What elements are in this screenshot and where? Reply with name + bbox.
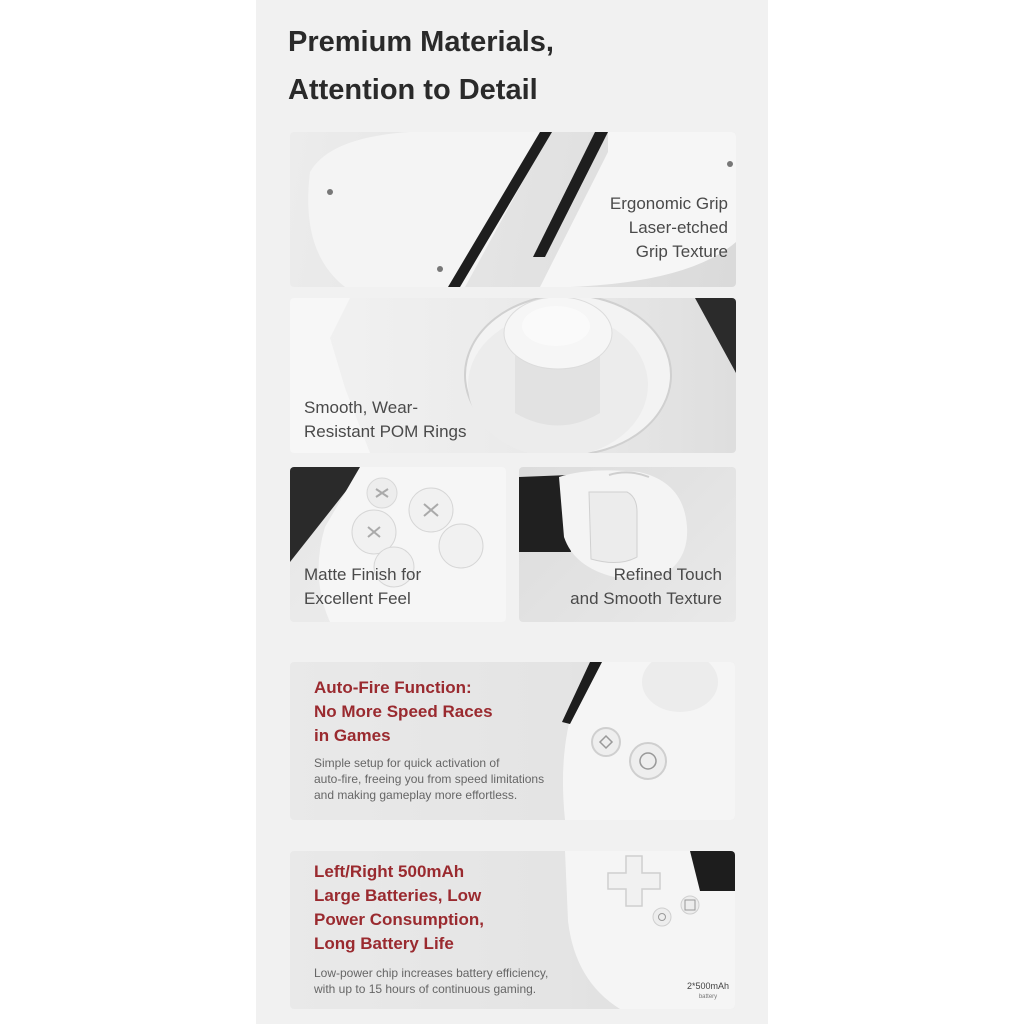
grip-caption-line-1: Ergonomic Grip xyxy=(609,194,728,213)
auto-fire-description-line-1: Simple setup for quick activation of xyxy=(314,756,500,770)
matte-buttons-caption xyxy=(304,563,421,611)
matte-buttons-panel xyxy=(290,467,506,622)
auto-fire-title-line-2: No More Speed Races xyxy=(314,702,493,721)
auto-fire-description-line-3: and making gameplay more effortless. xyxy=(314,788,518,802)
grip-caption-line-2: Laser-etched xyxy=(628,218,728,237)
auto-fire-title-line-3: in Games xyxy=(314,726,391,745)
matte-buttons-caption-line-1: Matte Finish for xyxy=(304,565,422,584)
page-title xyxy=(288,18,728,114)
battery-capacity-sub: battery xyxy=(698,994,718,1000)
battery-description-line-1: Low-power chip increases battery efficiency, xyxy=(314,966,549,980)
grip-caption-line-3: Grip Texture xyxy=(635,242,728,261)
grip-caption xyxy=(610,192,728,264)
battery-title-line-4: Long Battery Life xyxy=(314,934,454,953)
pom-ring-caption-line-1: Smooth, Wear- xyxy=(304,398,419,417)
matte-buttons-caption-line-2: Excellent Feel xyxy=(304,589,411,608)
pom-ring-caption-line-2: Resistant POM Rings xyxy=(304,422,467,441)
battery-title-line-1: Left/Right 500mAh xyxy=(314,862,465,881)
auto-fire-description xyxy=(314,755,564,803)
trigger-caption-line-2: and Smooth Texture xyxy=(570,589,722,608)
battery-title xyxy=(314,860,484,956)
battery-capacity-value: 2*500mAh xyxy=(686,981,729,991)
trigger-panel xyxy=(519,467,736,622)
battery-description xyxy=(314,965,564,997)
battery-title-line-2: Large Batteries, Low xyxy=(314,886,482,905)
auto-fire-title xyxy=(314,676,493,748)
page-title-line-2: Attention to Detail xyxy=(288,74,538,106)
battery-title-line-3: Power Consumption, xyxy=(314,910,484,929)
trigger-caption-line-1: Refined Touch xyxy=(613,565,722,584)
auto-fire-title-line-1: Auto-Fire Function: xyxy=(314,678,472,697)
pom-ring-caption xyxy=(304,396,467,444)
battery-description-line-2: with up to 15 hours of continuous gaming. xyxy=(314,982,537,996)
auto-fire-description-line-2: auto-fire, freeing you from speed limitations xyxy=(314,772,545,786)
trigger-caption xyxy=(570,563,722,611)
page-title-line-1: Premium Materials, xyxy=(288,26,554,58)
pom-ring-panel xyxy=(290,298,736,453)
battery-capacity-label xyxy=(687,981,729,1003)
grip-texture-panel xyxy=(290,132,736,287)
